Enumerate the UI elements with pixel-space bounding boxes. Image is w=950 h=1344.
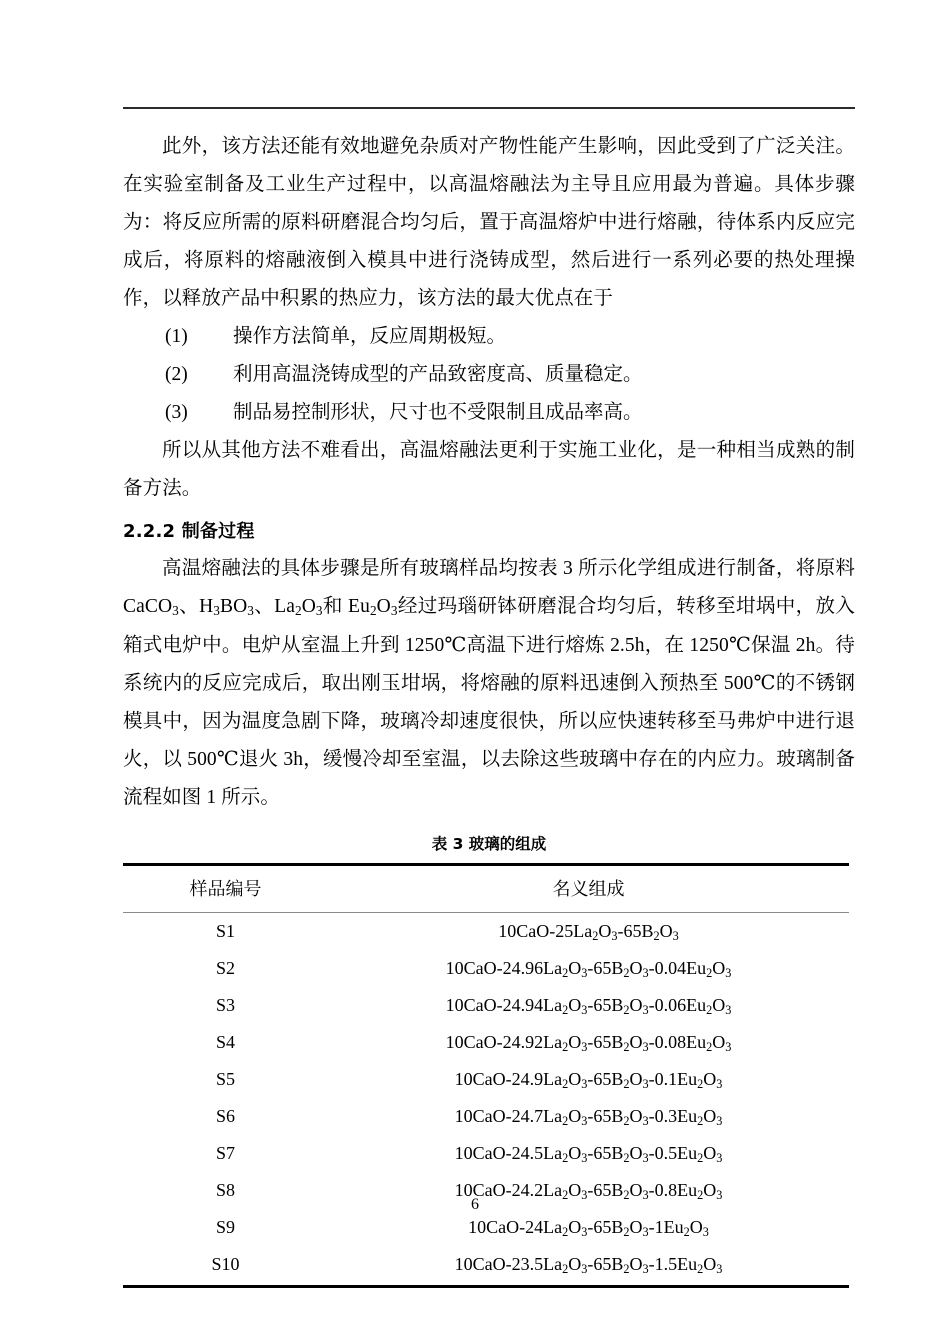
subscript: 3 (642, 1114, 649, 1129)
subscript: 2 (683, 1225, 690, 1240)
subscript: 3 (642, 1003, 649, 1018)
column-header-nominal-composition: 名义组成 (328, 865, 849, 913)
subscript: 2 (623, 1077, 630, 1092)
paragraph-after-list: 所以从其他方法不难看出，高温熔融法更利于实施工业化，是一种相当成熟的制备方法。 (123, 440, 855, 499)
subscript-2: 2 (294, 603, 302, 619)
subscript: 3 (642, 1151, 649, 1166)
subscript: 2 (706, 1040, 713, 1055)
subscript: 2 (653, 929, 660, 944)
list-item-text: 操作方法简单，反应周期极短。 (233, 326, 507, 347)
prep-text-5: O (301, 596, 316, 617)
table-body (123, 913, 849, 1287)
cell-sample-id: S6 (215, 1106, 235, 1126)
subscript: 2 (562, 1188, 569, 1203)
table-row (123, 1098, 849, 1135)
subscript: 2 (623, 1262, 630, 1277)
prep-text-3: BO (219, 596, 248, 617)
subscript: 3 (642, 966, 649, 981)
table-row (123, 1061, 849, 1098)
list-item-number: (1) (165, 326, 188, 347)
table-row (123, 913, 849, 951)
list-item-number: (2) (165, 364, 188, 385)
list-item (123, 318, 855, 356)
subscript: 2 (562, 1003, 569, 1018)
table-row (123, 1246, 849, 1287)
subscript: 3 (642, 1077, 649, 1092)
cell-nominal-composition: $10CaO-24.94La_2O_3-65B_2O_3-0.06Eu_2O_3$ (445, 995, 732, 1018)
paragraph-intro: 此外，该方法还能有效地避免杂质对产物性能产生影响，因此受到了广泛关注。在实验室制备及工业生产过程中，以高温熔融法为主导且应用最为普遍。具体步骤为：将反应所需的原料研磨混合均匀后，置于高温熔炉中进行熔融，待体系内反应完成后，将原料的熔融液倒入模具中进行浇铸成型，然后进行一系列必要的热处理操作，以释放产品中积累的热应力，该方法的最大优点在于 (123, 136, 855, 309)
prep-text-7: O (376, 596, 391, 617)
subscript: 3 (642, 1040, 649, 1055)
subscript: 2 (706, 1003, 713, 1018)
cell-sample-id: S5 (215, 1069, 235, 1089)
cell-sample-id: S10 (123, 1246, 328, 1287)
subscript-3: 3 (172, 603, 179, 619)
subscript: 2 (623, 966, 630, 981)
cell-nominal-composition: $10CaO-24.92La_2O_3-65B_2O_3-0.08Eu_2O_3$ (445, 1032, 732, 1055)
subscript: 2 (697, 1262, 704, 1277)
subscript: 2 (562, 1262, 569, 1277)
subscript: 3 (642, 1225, 649, 1240)
list-item-text: 利用高温浇铸成型的产品致密度高、质量稳定。 (233, 364, 643, 385)
subscript: 3 (716, 1262, 723, 1277)
numbered-list (123, 318, 855, 432)
subscript: 3 (725, 1003, 732, 1018)
cell-sample-id: S8 (215, 1180, 235, 1200)
subscript: 2 (706, 966, 713, 981)
subscript: 3 (716, 1114, 723, 1129)
list-item-text: 制品易控制形状，尺寸也不受限制且成品率高。 (233, 402, 643, 423)
subscript: 3 (581, 966, 588, 981)
page-number: 6 (471, 1196, 479, 1213)
subscript: 2 (623, 1225, 630, 1240)
prep-text-1: 高温熔融法的具体步骤是所有玻璃样品均按表 3 所示化学组成进行制备，将原料 CaCO (123, 558, 855, 617)
table-row (123, 1024, 849, 1061)
subscript: 3 (581, 1077, 588, 1092)
document-content (123, 128, 855, 1288)
subscript: 3 (702, 1225, 709, 1240)
glass-composition-table (123, 863, 849, 1288)
subscript: 2 (623, 1114, 630, 1129)
table-row (123, 1135, 849, 1172)
cell-nominal-composition: $10CaO-25La_2O_3-65B_2O_3$ (498, 921, 679, 944)
column-header-sample-id: 样品编号 (123, 865, 328, 913)
subscript: 2 (562, 1225, 569, 1240)
subscript: 2 (697, 1114, 704, 1129)
table-row (123, 987, 849, 1024)
subscript: 2 (623, 1188, 630, 1203)
list-item-number: (3) (165, 402, 188, 423)
list-item (123, 356, 855, 394)
subscript: 3 (581, 1040, 588, 1055)
subscript: 3 (725, 1040, 732, 1055)
prep-text-8: 经过玛瑙研钵研磨混合均匀后，转移至坩埚中，放入箱式电炉中。电炉从室温上升到 1250℃高温下进行熔炼 2.5h，在 1250℃保温 2h。待系统内的反应完成后，取出刚玉坩埚，将熔融的原料迅速倒入预热至 500℃的不锈钢模具中，因为温度急剧下降，玻璃冷却速度很快，所以应快速转移至马弗炉中进行退火，以 500℃退火 3h，缓慢冷却至室温，以去除这些玻璃中存在的内应力。玻璃制备流程如图 1 所示。 (123, 596, 855, 808)
subscript-3: 3 (315, 603, 323, 619)
table-row (123, 950, 849, 987)
cell-nominal-composition: $10CaO-24.96La_2O_3-65B_2O_3-0.04Eu_2O_3$ (445, 958, 732, 981)
subscript: 3 (716, 1151, 723, 1166)
table-row (123, 1209, 849, 1246)
subscript: 2 (623, 1151, 630, 1166)
subscript: 2 (562, 1151, 569, 1166)
cell-nominal-composition: $10CaO-24.9La_2O_3-65B_2O_3-0.1Eu_2O_3$ (454, 1069, 723, 1092)
subscript: 3 (581, 1225, 588, 1240)
subscript: 3 (716, 1188, 723, 1203)
subscript: 3 (642, 1188, 649, 1203)
subscript: 3 (581, 1114, 588, 1129)
list-item (123, 394, 855, 432)
subscript: 3 (581, 1003, 588, 1018)
prep-text-6: 和 Eu (322, 596, 370, 617)
header-rule (123, 107, 855, 109)
cell-sample-id: S7 (215, 1143, 235, 1163)
subscript: 2 (592, 929, 599, 944)
table-header-row (123, 865, 849, 913)
cell-sample-id: S2 (215, 958, 235, 978)
cell-sample-id: S4 (215, 1032, 235, 1052)
prep-text-2: 、H (178, 596, 214, 617)
prep-text-4: 、La (254, 596, 295, 617)
cell-sample-id: S9 (215, 1217, 235, 1237)
paragraph-preparation (123, 550, 855, 817)
section-heading-2-2-2: 2.2.2 制备过程 (123, 521, 255, 542)
subscript: 3 (611, 929, 618, 944)
cell-nominal-composition: $10CaO-24.7La_2O_3-65B_2O_3-0.3Eu_2O_3$ (454, 1106, 723, 1129)
subscript: 3 (581, 1188, 588, 1203)
cell-nominal-composition: $10CaO-24.5La_2O_3-65B_2O_3-0.5Eu_2O_3$ (454, 1143, 723, 1166)
subscript: 2 (562, 1040, 569, 1055)
subscript: 2 (697, 1188, 704, 1203)
cell-sample-id: S1 (215, 921, 235, 941)
subscript: 3 (672, 929, 679, 944)
subscript: 3 (642, 1262, 649, 1277)
cell-nominal-composition: $10CaO-24.2La_2O_3-65B_2O_3-0.8Eu_2O_3$ (454, 1180, 723, 1203)
cell-sample-id: S3 (215, 995, 235, 1015)
subscript: 3 (725, 966, 732, 981)
subscript: 2 (562, 1077, 569, 1092)
subscript-3: 3 (213, 603, 220, 619)
cell-nominal-composition: $10CaO-24La_2O_3-65B_2O_3-1Eu_2O_3$ (468, 1217, 709, 1240)
subscript: 2 (697, 1151, 704, 1166)
subscript: 3 (581, 1262, 588, 1277)
cell-nominal-composition: $10CaO-23.5La_2O_3-65B_2O_3-1.5Eu_2O_3$ (328, 1246, 849, 1287)
subscript-3: 3 (247, 603, 255, 619)
subscript-3: 3 (390, 603, 398, 619)
subscript: 2 (623, 1040, 630, 1055)
subscript: 3 (581, 1151, 588, 1166)
subscript: 2 (623, 1003, 630, 1018)
subscript-2: 2 (369, 603, 377, 619)
subscript: 2 (562, 966, 569, 981)
table-caption: 表 3 玻璃的组成 (431, 835, 547, 853)
subscript: 2 (697, 1077, 704, 1092)
subscript: 3 (716, 1077, 723, 1092)
subscript: 2 (562, 1114, 569, 1129)
